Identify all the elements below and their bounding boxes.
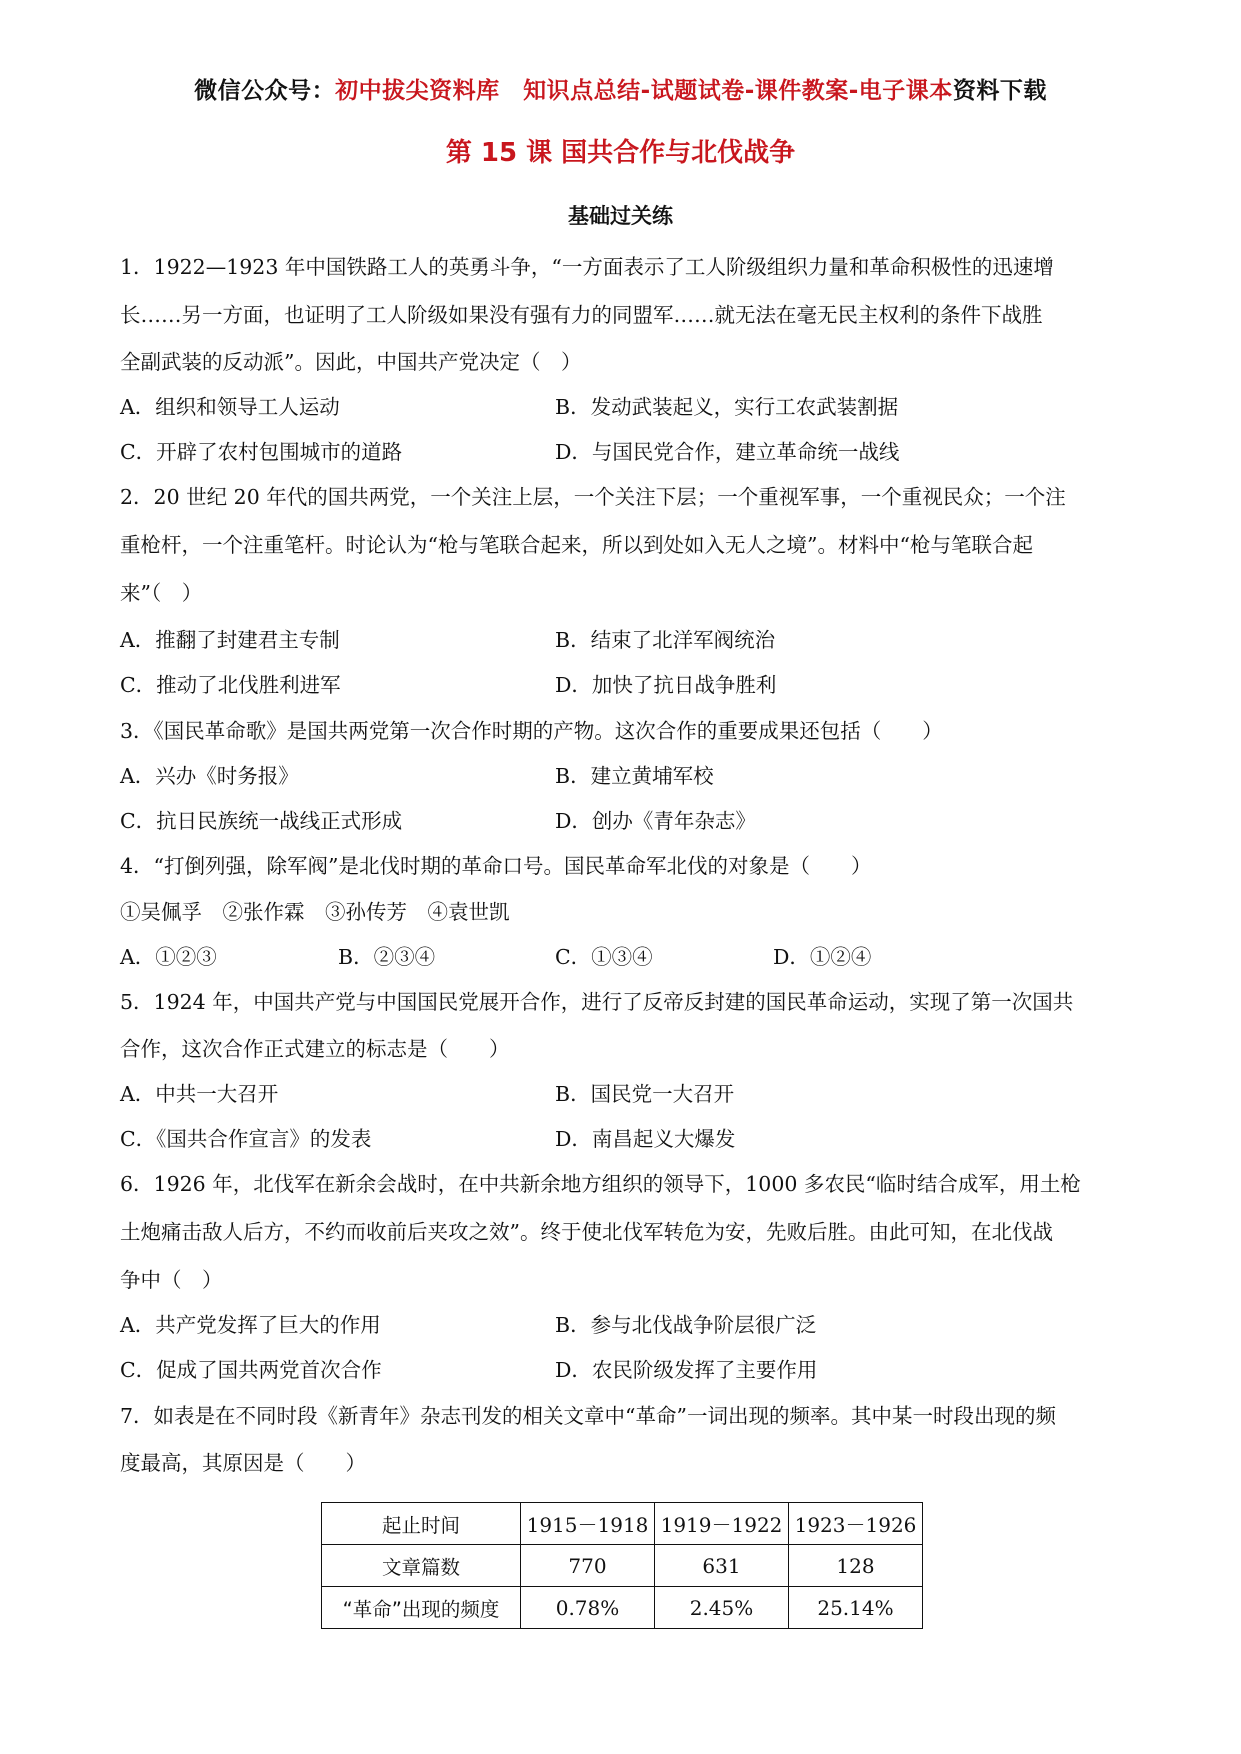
question-7-line-1: 7．如表是在不同时段《新青年》杂志刊发的相关文章中“革命”一词出现的频率。其中某一时段出现的频 [120,1404,1057,1428]
question-6-line-2: 土炮痛击敌人后方，不约而收前后夹攻之效”。终于使北伐军转危为安，先败后胜。由此可知，在北伐战 [120,1220,1053,1244]
lesson-title: 第 15 课 国共合作与北伐战争 [445,138,796,168]
table-cell: 25.14% [789,1587,923,1629]
table-cell: 1923－1926 [789,1503,923,1545]
question-5-option-a[interactable]: A．中共一大召开 [120,1082,279,1106]
question-2-line-2: 重枪杆，一个注重笔杆。时论认为“枪与笔联合起来，所以到处如入无人之境”。材料中“枪与笔联合起 [120,533,1033,557]
table-cell: 770 [521,1545,655,1587]
question-5-line-1: 5．1924 年，中国共产党与中国国民党展开合作，进行了反帝反封建的国民革命运动，实现了第一次国共 [120,990,1074,1014]
question-1-option-c[interactable]: C．开辟了农村包围城市的道路 [120,440,403,464]
question-5-option-b[interactable]: B．国民党一大召开 [555,1082,735,1106]
question-6-option-c[interactable]: C．促成了国共两党首次合作 [120,1358,382,1382]
section-title: 基础过关练 [568,204,673,228]
question-4-line-1: 4．“打倒列强，除军阀”是北伐时期的革命口号。国民革命军北伐的对象是（ ） [120,854,872,878]
question-6-line-3: 争中（ ） [120,1268,223,1292]
question-3-line-1: 3．《国民革命歌》是国共两党第一次合作时期的产物。这次合作的重要成果还包括（ ） [120,719,943,743]
table-row [322,1545,923,1587]
question-1-option-d[interactable]: D．与国民党合作，建立革命统一战线 [555,440,900,464]
table-cell: 1915－1918 [521,1503,655,1545]
question-5-option-d[interactable]: D．南昌起义大爆发 [555,1127,736,1151]
table-cell: 1919－1922 [655,1503,789,1545]
header-suffix: 资料下载 [952,78,1047,104]
question-1-line-3: 全副武装的反动派”。因此，中国共产党决定（ ） [120,350,582,374]
question-6-option-d[interactable]: D．农民阶级发挥了主要作用 [555,1358,818,1382]
question-3-option-b[interactable]: B．建立黄埔军校 [555,764,714,788]
question-6-line-1: 6．1926 年，北伐军在新余会战时，在中共新余地方组织的领导下，1000 多农民“临时结合成军，用土枪 [120,1172,1081,1196]
table-row [322,1587,923,1629]
table-cell: 631 [655,1545,789,1587]
question-1-option-b[interactable]: B．发动武装起义，实行工农武装割据 [555,395,899,419]
question-1-line-1: 1．1922—1923 年中国铁路工人的英勇斗争，“一方面表示了工人阶级组织力量和革命积极性的迅速增 [120,255,1054,279]
table-cell: “革命”出现的频度 [322,1587,521,1629]
question-2-option-c[interactable]: C．推动了北伐胜利进军 [120,673,341,697]
table-cell: 0.78% [521,1587,655,1629]
question-3-option-a[interactable]: A．兴办《时务报》 [120,764,299,788]
question-4-line-2: ①吴佩孚 ②张作霖 ③孙传芳 ④袁世凯 [120,900,510,924]
table-row [322,1503,923,1545]
header-red-text: 初中拔尖资料库 知识点总结-试题试卷-课件教案-电子课本 [335,78,953,104]
question-2-line-1: 2．20 世纪 20 年代的国共两党，一个关注上层，一个关注下层；一个重视军事，一个重视民众；一个注 [120,485,1066,509]
question-5-option-c[interactable]: C．《国共合作宣言》的发表 [120,1127,372,1151]
wechat-header [0,72,1241,105]
question-4-option-d[interactable]: D．①②④ [773,945,872,969]
question-7-line-2: 度最高，其原因是（ ） [120,1451,366,1475]
question-3-option-d[interactable]: D．创办《青年杂志》 [555,809,756,833]
table-cell: 起止时间 [322,1503,521,1545]
question-4-option-c[interactable]: C．①③④ [555,945,653,969]
question-6-option-a[interactable]: A．共产党发挥了巨大的作用 [120,1313,381,1337]
table-cell: 文章篇数 [322,1545,521,1587]
frequency-table [321,1502,923,1629]
question-2-option-d[interactable]: D．加快了抗日战争胜利 [555,673,777,697]
question-1-option-a[interactable]: A．组织和领导工人运动 [120,395,340,419]
question-4-option-b[interactable]: B．②③④ [338,945,436,969]
question-5-line-2: 合作，这次合作正式建立的标志是（ ） [120,1037,510,1061]
question-6-option-b[interactable]: B．参与北伐战争阶层很广泛 [555,1313,817,1337]
header-prefix: 微信公众号： [194,78,336,104]
question-2-option-b[interactable]: B．结束了北洋军阀统治 [555,628,776,652]
question-2-line-3: 来”（ ） [120,581,203,605]
question-3-option-c[interactable]: C．抗日民族统一战线正式形成 [120,809,403,833]
question-2-option-a[interactable]: A．推翻了封建君主专制 [120,628,340,652]
question-4-option-a[interactable]: A．①②③ [120,945,217,969]
table-cell: 2.45% [655,1587,789,1629]
table-cell: 128 [789,1545,923,1587]
question-1-line-2: 长……另一方面，也证明了工人阶级如果没有强有力的同盟军……就无法在毫无民主权利的条件下战胜 [120,303,1043,327]
